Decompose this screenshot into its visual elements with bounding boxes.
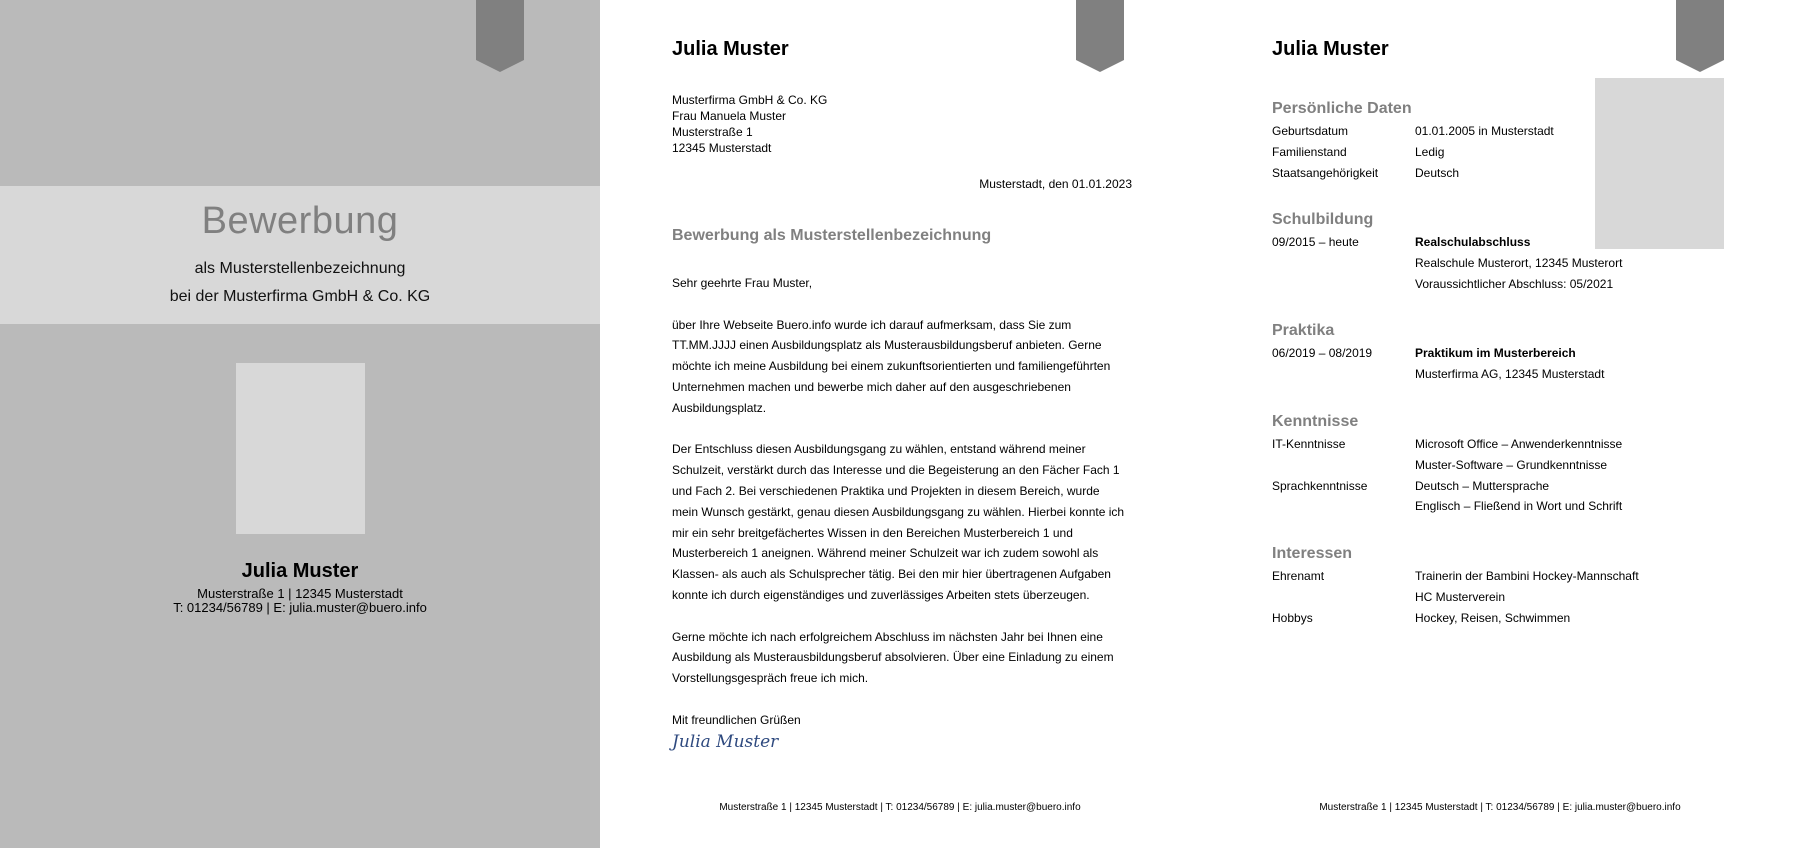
cover-subtitle-position: als Musterstellenbezeichnung — [194, 260, 406, 277]
bookmark-ribbon-icon — [1076, 0, 1124, 72]
row-value: Voraussichtlicher Abschluss: 05/2021 — [1415, 276, 1614, 291]
cv-row — [1272, 476, 1712, 518]
cv-name: Julia Muster — [1272, 38, 1389, 60]
recipient-line: Musterfirma GmbH & Co. KG — [672, 93, 828, 107]
row-value: Ledig — [1415, 144, 1445, 159]
section-heading: Interessen — [1272, 545, 1353, 562]
cv-row — [1272, 434, 1712, 476]
row-label: 09/2015 – heute — [1272, 235, 1359, 249]
cv-row — [1272, 608, 1712, 629]
section-heading: Persönliche Daten — [1272, 100, 1412, 117]
text-line: Musterbereich 1 aneignen. Während meiner Schulzeit war ich zudem sowohl als — [672, 546, 1099, 561]
letter-subject: Bewerbung als Musterstellenbezeichnung — [672, 227, 992, 244]
row-value: Realschulabschluss — [1415, 235, 1531, 249]
recipient-line: 12345 Musterstadt — [672, 141, 772, 155]
row-value: 01.01.2005 in Musterstadt — [1415, 124, 1554, 138]
letter-paragraph — [672, 439, 1132, 605]
row-label: Sprachkenntnisse — [1272, 478, 1368, 493]
letter-footer: Musterstraße 1 | 12345 Musterstadt | T: 01234/56789 | E: julia.muster@buero.info — [719, 802, 1081, 813]
row-value: Praktikum im Musterbereich — [1415, 346, 1576, 360]
text-line: Vorstellungsgespräch freue ich mich. — [672, 671, 869, 686]
photo-placeholder — [236, 363, 365, 534]
text-line: möchte ich meine Ausbildung bei einem zukunftsorientierten und familiengeführten — [672, 359, 1111, 374]
row-label: Staatsangehörigkeit — [1272, 165, 1379, 180]
cv-footer: Musterstraße 1 | 12345 Musterstadt | T: 01234/56789 | E: julia.muster@buero.info — [1319, 802, 1681, 813]
text-line: Klassen- als auch als Schulsprecher tätig. Bei den mir hier übertragenen Aufgaben — [672, 567, 1111, 582]
section-heading: Kenntnisse — [1272, 413, 1359, 430]
row-value: Microsoft Office – Anwenderkenntnisse — [1415, 437, 1623, 451]
row-value: HC Musterverein — [1415, 589, 1506, 604]
row-value: Realschule Musterort, 12345 Musterort — [1415, 255, 1623, 270]
row-label: Hobbys — [1272, 610, 1313, 625]
cv-section-internships — [1272, 319, 1712, 385]
row-value: Musterfirma AG, 12345 Musterstadt — [1415, 366, 1605, 381]
row-label: 06/2019 – 08/2019 — [1272, 346, 1373, 360]
cv-row — [1272, 232, 1712, 294]
recipient-address — [672, 92, 827, 156]
cv-row — [1272, 121, 1712, 142]
letter-date: Musterstadt, den 01.01.2023 — [979, 177, 1132, 191]
applicant-address: Musterstraße 1 | 12345 Musterstadt — [197, 586, 403, 601]
row-value: Hockey, Reisen, Schwimmen — [1415, 610, 1571, 625]
row-label: Familienstand — [1272, 144, 1347, 159]
cv-row — [1272, 142, 1712, 163]
row-value: Muster-Software – Grundkenntnisse — [1415, 457, 1608, 472]
row-value: Deutsch – Muttersprache — [1415, 478, 1550, 493]
text-line: über Ihre Webseite Buero.info wurde ich darauf aufmerksam, dass Sie zum — [672, 317, 1072, 332]
cv-section-school — [1272, 208, 1712, 294]
text-line: Unternehmen machen und bewerbe mich daher auf den ausgeschriebenen — [672, 379, 1071, 394]
cv-row — [1272, 343, 1712, 385]
letter-paragraph — [672, 315, 1132, 419]
row-label: Geburtsdatum — [1272, 124, 1349, 138]
section-heading: Schulbildung — [1272, 211, 1374, 228]
cv-row — [1272, 163, 1712, 184]
cover-letter-page — [600, 0, 1200, 848]
cover-subtitle-company: bei der Musterfirma GmbH & Co. KG — [169, 288, 431, 305]
row-value: Trainerin der Bambini Hockey-Mannschaft — [1415, 569, 1639, 583]
cv-page — [1200, 0, 1800, 848]
row-label: Ehrenamt — [1272, 569, 1325, 583]
text-line: Der Entschluss diesen Ausbildungsgang zu wählen, entstand während meiner — [672, 442, 1086, 457]
letter-body — [672, 273, 1132, 751]
row-value: Deutsch — [1415, 165, 1460, 180]
text-line: konnte ich durch eigenständiges und zuverlässiges Arbeiten stets überzeugen. — [672, 587, 1090, 602]
cv-section-skills — [1272, 410, 1712, 517]
letter-paragraph — [672, 627, 1132, 689]
applicant-contact: T: 01234/56789 | E: julia.muster@buero.info — [173, 600, 427, 615]
text-line: und Fach 2. Bei verschiedenen Praktika und Projekten in diesem Bereich, wurde — [672, 483, 1100, 498]
bookmark-ribbon-icon — [1676, 0, 1724, 72]
handwritten-signature: Julia Muster — [672, 732, 779, 752]
applicant-name: Julia Muster — [241, 560, 359, 582]
cv-section-interests — [1272, 542, 1712, 628]
letter-closing: Mit freundlichen Grüßen — [672, 712, 801, 727]
text-line: Ausbildungsplatz. — [672, 400, 767, 415]
letter-sender-name: Julia Muster — [672, 38, 789, 60]
cover-title: Bewerbung — [201, 200, 399, 242]
text-line: Gerne möchte ich nach erfolgreichem Abschluss im nächsten Jahr bei Ihnen eine — [672, 629, 1103, 644]
text-line: mein Wunsch gestärkt, genau diesen Ausbildungsgang zu wählen. Hierbei konnte ich — [672, 504, 1125, 519]
text-line: mir ein sehr breitgefächertes Wissen in den Bereichen Musterbereich 1 und — [672, 525, 1073, 540]
section-heading: Praktika — [1272, 322, 1335, 339]
text-line: Schulzeit, verstärkt durch das Interesse und die Begeisterung an den Fächer Fach 1 — [672, 463, 1120, 478]
cv-section-personal — [1272, 97, 1712, 183]
bookmark-ribbon-icon — [476, 0, 524, 72]
row-label: IT-Kenntnisse — [1272, 437, 1346, 451]
text-line: Ausbildung als Musterausbildungsberuf absolvieren. Über eine Einladung zu einem — [672, 650, 1114, 665]
letter-salutation: Sehr geehrte Frau Muster, — [672, 276, 813, 290]
recipient-line: Frau Manuela Muster — [672, 109, 787, 123]
row-value: Englisch – Fließend in Wort und Schrift — [1415, 499, 1623, 514]
cv-row — [1272, 566, 1712, 608]
cover-title-band — [0, 186, 600, 324]
recipient-line: Musterstraße 1 — [672, 125, 753, 139]
text-line: TT.MM.JJJJ einen Ausbildungsplatz als Musterausbildungsberuf anbieten. Gerne — [672, 338, 1102, 353]
cover-page — [0, 0, 600, 848]
